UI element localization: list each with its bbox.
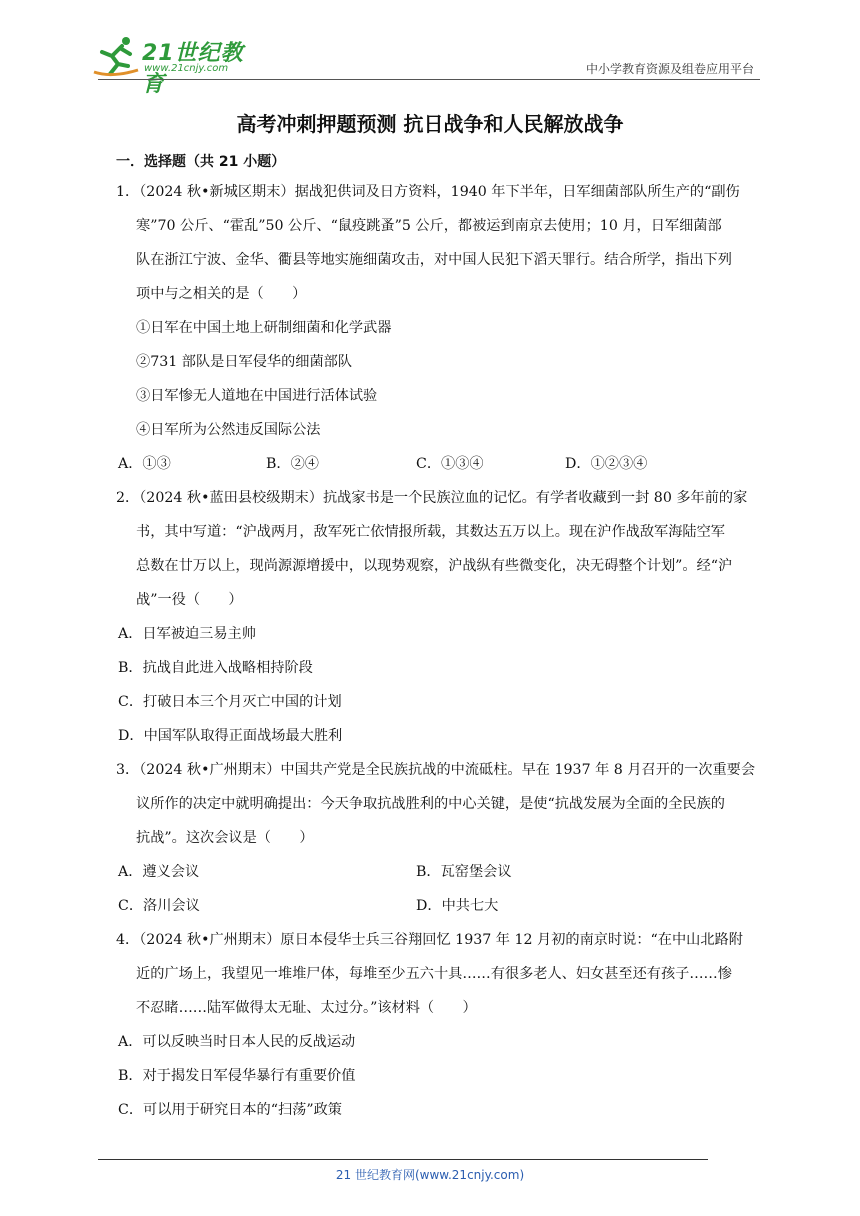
question-1-line: 寒”70 公斤、“霍乱”50 公斤、“鼠疫跳蚤”5 公斤，都被运到南京去使用；10 月，日军细菌部 (136, 218, 722, 234)
question-4-line: 4．（2024 秋•广州期末）原日本侵华士兵三谷翔回忆 1937 年 12 月初的南京时说：“在中山北路附 (116, 932, 743, 948)
header-divider (98, 79, 760, 80)
question-3-option-c[interactable]: C．洛川会议 (118, 898, 200, 914)
question-1-item: ③日军惨无人道地在中国进行活体试验 (136, 388, 378, 404)
question-2-option-c[interactable]: C．打破日本三个月灭亡中国的计划 (118, 694, 342, 710)
question-4-option-b[interactable]: B．对于揭发日军侵华暴行有重要价值 (118, 1068, 356, 1084)
question-3-line: 抗战”。这次会议是（ ） (136, 830, 314, 846)
question-2 (116, 481, 766, 617)
site-logo[interactable] (92, 34, 262, 97)
question-2-line: 总数在廿万以上，现尚源源增援中，以现势观察，沪战纵有些微变化，决无碍整个计划”。经“沪 (136, 558, 733, 574)
question-4 (116, 923, 766, 1025)
question-4-option-a[interactable]: A．可以反映当时日本人民的反战运动 (118, 1034, 356, 1050)
logo-url: www.21cnjy.com (144, 63, 229, 74)
question-1-line: 1．（2024 秋•新城区期末）据战犯供词及日方资料，1940 年下半年，日军细菌部队所生产的“副伤 (116, 184, 740, 200)
question-1-option-c[interactable]: C．①③④ (416, 456, 484, 472)
question-3 (116, 753, 766, 855)
question-1-item: ④日军所为公然违反国际公法 (136, 422, 321, 438)
question-4-option-c[interactable]: C．可以用于研究日本的“扫荡”政策 (118, 1102, 342, 1118)
question-3-line: 议所作的决定中就明确提出：今天争取抗战胜利的中心关键，是使“抗战发展为全面的全民族的 (136, 796, 725, 812)
question-1-line: 队在浙江宁波、金华、衢县等地实施细菌攻击，对中国人民犯下滔天罪行。结合所学，指出下列 (136, 252, 732, 268)
question-1-option-b[interactable]: B．②④ (266, 456, 319, 472)
question-3-line: 3．（2024 秋•广州期末）中国共产党是全民族抗战的中流砥柱。早在 1937 年 8 月召开的一次重要会 (116, 762, 756, 778)
question-2-option-a[interactable]: A．日军被迫三易主帅 (118, 626, 256, 642)
question-4-line: 近的广场上，我望见一堆堆尸体，每堆至少五六十具……有很多老人、妇女甚至还有孩子……惨 (136, 966, 732, 982)
question-3-option-a[interactable]: A．遵义会议 (118, 864, 200, 880)
question-1-item: ①日军在中国土地上研制细菌和化学武器 (136, 320, 392, 336)
question-2-line: 书，其中写道：“沪战两月，敌军死亡依情报所载，其数达五万以上。现在沪作战敌军海陆空军 (136, 524, 725, 540)
page-header (0, 0, 860, 97)
logo-text: 21世纪教育 (142, 41, 244, 97)
question-1-option-a[interactable]: A．①③ (118, 456, 171, 472)
question-2-option-d[interactable]: D．中国军队取得正面战场最大胜利 (118, 728, 343, 744)
footer-link[interactable]: 21 世纪教育网(www.21cnjy.com) (335, 1168, 525, 1182)
page-title: 高考冲刺押题预测 抗日战争和人民解放战争 (236, 112, 624, 136)
question-1-option-d[interactable]: D．①②③④ (565, 456, 648, 472)
question-2-option-b[interactable]: B．抗战自此进入战略相持阶段 (118, 660, 313, 676)
footer-divider (98, 1159, 708, 1160)
question-1 (116, 175, 766, 447)
question-1-line: 项中与之相关的是（ ） (136, 286, 307, 302)
header-platform-text: 中小学教育资源及组卷应用平台 (585, 62, 754, 76)
section-heading: 一．选择题（共 21 小题） (116, 154, 286, 170)
question-2-line: 2．（2024 秋•蓝田县校级期末）抗战家书是一个民族泣血的记忆。有学者收藏到一封 80 多年前的家 (116, 490, 748, 506)
question-4-line: 不忍睹……陆军做得太无耻、太过分。”该材料（ ） (136, 1000, 477, 1016)
question-2-line: 战”一役（ ） (136, 592, 243, 608)
runner-logo-icon (92, 34, 142, 78)
question-1-item: ②731 部队是日军侵华的细菌部队 (136, 354, 353, 370)
question-3-option-b[interactable]: B．瓦窑堡会议 (416, 864, 512, 880)
question-3-option-d[interactable]: D．中共七大 (416, 898, 499, 914)
